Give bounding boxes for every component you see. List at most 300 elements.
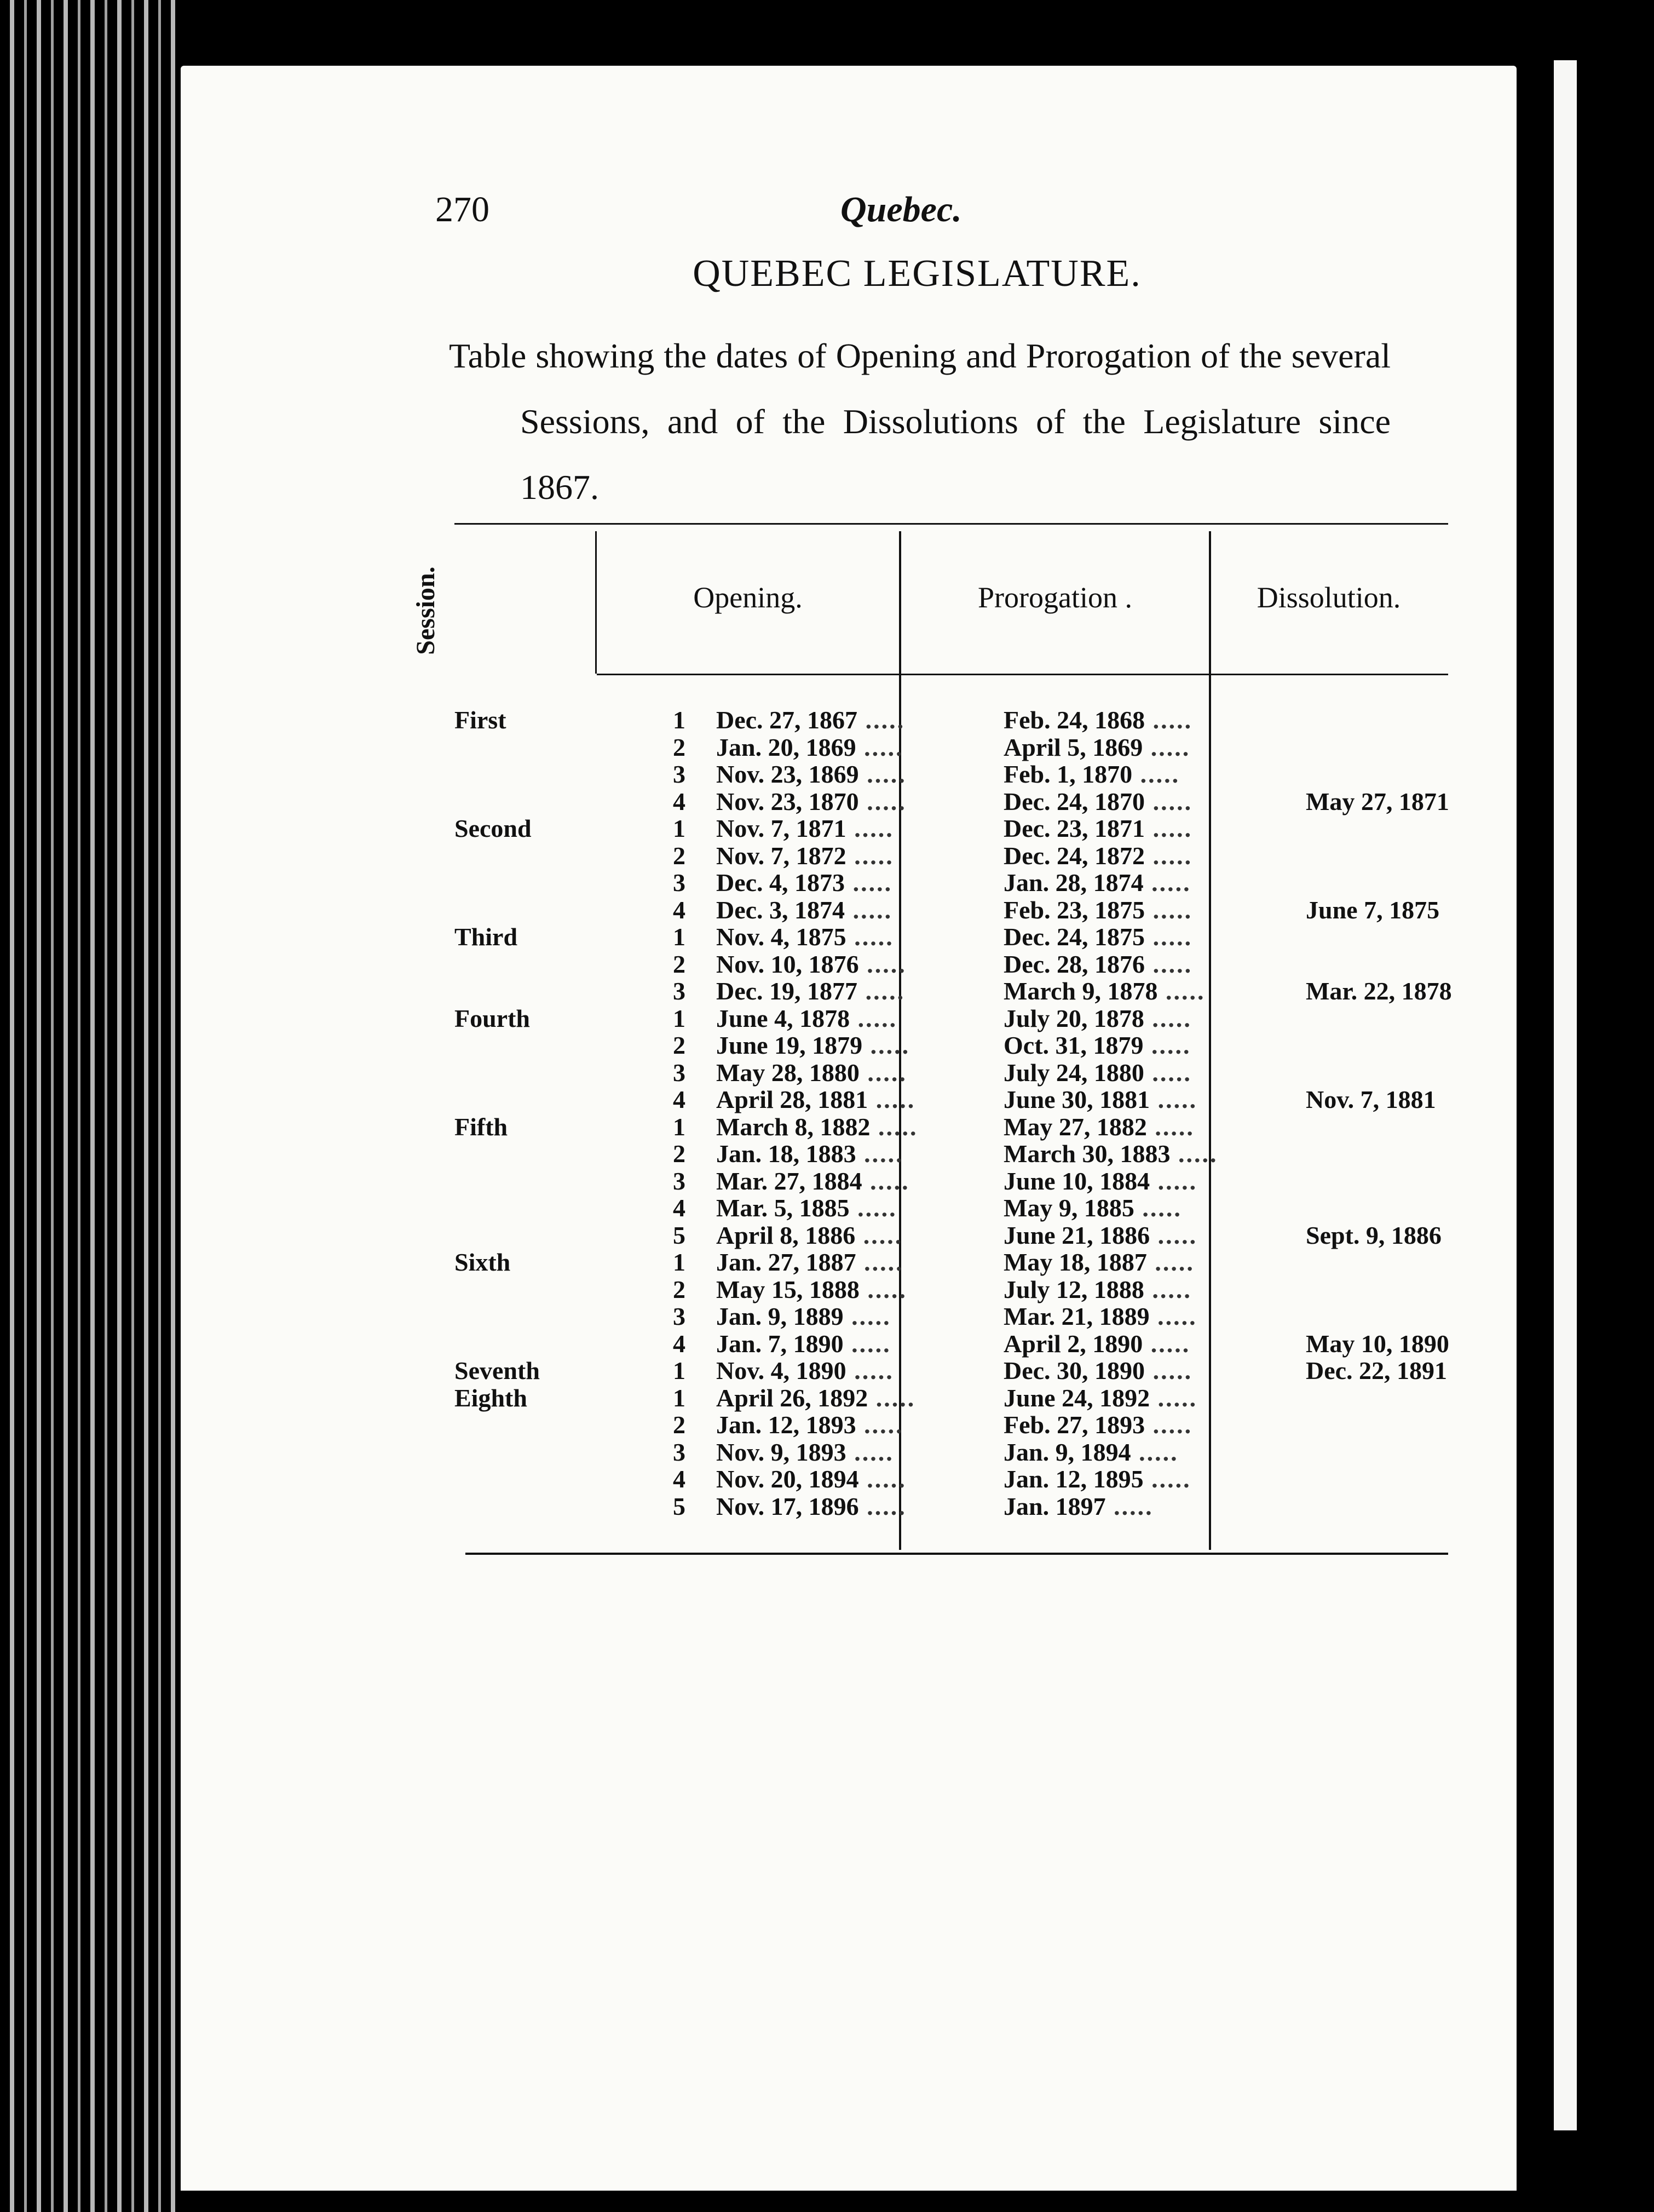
header-dissolution: Dissolution. bbox=[1257, 581, 1401, 614]
prorogation-date-cell bbox=[1004, 951, 1239, 978]
table-row bbox=[454, 1086, 1448, 1113]
table-body bbox=[454, 706, 1452, 1520]
session-number-cell bbox=[664, 923, 685, 951]
session-number-cell bbox=[664, 1303, 685, 1330]
dot-leader: ..... bbox=[855, 1221, 903, 1249]
dot-leader: ..... bbox=[846, 1438, 894, 1466]
table-row bbox=[454, 1466, 1448, 1493]
legislature-cell-text: First bbox=[454, 706, 506, 734]
table-caption bbox=[449, 323, 1391, 520]
opening-date-cell-text: Jan. 18, 1883 bbox=[716, 1140, 856, 1168]
dot-leader: ..... bbox=[862, 1031, 910, 1059]
prorogation-date-cell-text: June 10, 1884 bbox=[1004, 1167, 1150, 1195]
table-row bbox=[454, 1303, 1448, 1330]
session-number-cell-text: 4 bbox=[673, 1465, 685, 1493]
prorogation-date-cell-text: Jan. 1897 bbox=[1004, 1492, 1106, 1520]
prorogation-date-cell-text: Jan. 28, 1874 bbox=[1004, 869, 1144, 897]
opening-date-cell bbox=[716, 842, 930, 870]
session-number-cell-text: 1 bbox=[673, 1383, 685, 1412]
prorogation-date-cell-text: June 21, 1886 bbox=[1004, 1221, 1150, 1249]
dot-leader: ..... bbox=[845, 895, 893, 924]
session-number-cell-text: 4 bbox=[673, 1085, 685, 1113]
session-number-cell-text: 2 bbox=[673, 733, 685, 761]
session-number-cell-text: 4 bbox=[673, 787, 685, 815]
opening-date-cell-text: Nov. 23, 1870 bbox=[716, 787, 859, 815]
session-number-cell bbox=[664, 1249, 685, 1276]
prorogation-date-cell-text: Mar. 21, 1889 bbox=[1004, 1302, 1150, 1330]
opening-date-cell bbox=[716, 1113, 930, 1141]
dot-leader: ..... bbox=[1143, 1329, 1191, 1358]
session-number-cell-text: 1 bbox=[673, 1248, 685, 1276]
session-number-cell-text: 1 bbox=[673, 1357, 685, 1384]
dot-leader: ..... bbox=[1149, 1302, 1197, 1330]
opening-date-cell bbox=[716, 1168, 930, 1195]
opening-date-cell bbox=[716, 1249, 930, 1276]
session-number-cell bbox=[664, 1384, 685, 1412]
prorogation-date-cell-text: Feb. 23, 1875 bbox=[1004, 895, 1145, 924]
prorogation-date-cell bbox=[1004, 706, 1239, 734]
session-number-cell bbox=[664, 788, 685, 815]
dot-leader: ..... bbox=[1143, 1031, 1191, 1059]
session-number-cell-text: 3 bbox=[673, 1302, 685, 1330]
session-number-cell bbox=[664, 897, 685, 924]
dissolution-date-cell-text: Nov. 7, 1881 bbox=[1306, 1085, 1436, 1113]
prorogation-date-cell-text: July 24, 1880 bbox=[1004, 1058, 1144, 1087]
dot-leader: ..... bbox=[1131, 1438, 1179, 1466]
prorogation-date-cell-text: March 30, 1883 bbox=[1004, 1140, 1171, 1168]
table-row bbox=[454, 815, 1448, 842]
opening-date-cell-text: Nov. 4, 1875 bbox=[716, 923, 846, 951]
caption-text: Table showing the dates of Opening and Prorogation of the several Sessions, and of the Dissolutions of the Legislature since 1867. bbox=[449, 336, 1391, 507]
opening-date-cell bbox=[716, 869, 930, 897]
table-row bbox=[454, 1005, 1448, 1032]
table-row bbox=[454, 1168, 1448, 1195]
table-row bbox=[454, 734, 1448, 761]
dissolution-date-cell bbox=[1306, 1086, 1497, 1113]
legislature-cell bbox=[454, 923, 591, 951]
prorogation-date-cell-text: April 2, 1890 bbox=[1004, 1329, 1143, 1358]
session-number-cell-text: 1 bbox=[673, 1004, 685, 1032]
opening-date-cell-text: Nov. 10, 1876 bbox=[716, 950, 859, 978]
session-number-cell bbox=[664, 1168, 685, 1195]
legislature-cell-text: Second bbox=[454, 814, 532, 842]
session-number-cell bbox=[664, 1222, 685, 1249]
dot-leader: ..... bbox=[1145, 1357, 1193, 1384]
opening-date-cell-text: Mar. 5, 1885 bbox=[716, 1194, 850, 1222]
dot-leader: ..... bbox=[868, 1383, 916, 1412]
session-number-cell bbox=[664, 761, 685, 788]
opening-date-cell bbox=[716, 1384, 930, 1412]
opening-date-cell bbox=[716, 1330, 930, 1358]
opening-date-cell bbox=[716, 1222, 930, 1249]
prorogation-date-cell-text: Oct. 31, 1879 bbox=[1004, 1031, 1144, 1059]
opening-date-cell-text: Dec. 19, 1877 bbox=[716, 977, 858, 1005]
table-row bbox=[454, 897, 1448, 924]
dot-leader: ..... bbox=[862, 1167, 910, 1195]
legislature-cell bbox=[454, 1249, 591, 1276]
dot-leader: ..... bbox=[856, 1411, 904, 1439]
opening-date-cell-text: Dec. 27, 1867 bbox=[716, 706, 858, 734]
opening-date-cell bbox=[716, 1276, 930, 1303]
prorogation-date-cell bbox=[1004, 1113, 1239, 1141]
opening-date-cell-text: Nov. 23, 1869 bbox=[716, 760, 859, 788]
session-number-cell bbox=[664, 842, 685, 870]
opening-date-cell-text: Dec. 4, 1873 bbox=[716, 869, 845, 897]
dissolution-date-cell-text: Sept. 9, 1886 bbox=[1306, 1221, 1442, 1249]
dot-leader: ..... bbox=[850, 1004, 898, 1032]
session-number-cell-text: 2 bbox=[673, 950, 685, 978]
dot-leader: ..... bbox=[846, 814, 894, 842]
opening-date-cell-text: April 8, 1886 bbox=[716, 1221, 856, 1249]
opening-date-cell bbox=[716, 1303, 930, 1330]
opening-date-cell-text: March 8, 1882 bbox=[716, 1112, 871, 1141]
prorogation-date-cell bbox=[1004, 1411, 1239, 1439]
opening-date-cell bbox=[716, 1086, 930, 1113]
dot-leader: ..... bbox=[1145, 950, 1193, 978]
dissolution-date-cell-text: May 27, 1871 bbox=[1306, 787, 1449, 815]
opening-date-cell-text: April 28, 1881 bbox=[716, 1085, 868, 1113]
table-row bbox=[454, 761, 1448, 788]
session-number-cell bbox=[664, 815, 685, 842]
book-spine-edge bbox=[0, 0, 181, 2212]
session-number-cell bbox=[664, 869, 685, 897]
prorogation-date-cell-text: Feb. 24, 1868 bbox=[1004, 706, 1145, 734]
dot-leader: ..... bbox=[1146, 1112, 1195, 1141]
page-number: 270 bbox=[435, 189, 489, 229]
dot-leader: ..... bbox=[1144, 1058, 1192, 1087]
session-number-cell bbox=[664, 1140, 685, 1168]
session-number-cell bbox=[664, 1032, 685, 1059]
prorogation-date-cell-text: May 27, 1882 bbox=[1004, 1112, 1147, 1141]
prorogation-date-cell bbox=[1004, 897, 1239, 924]
table-row bbox=[454, 706, 1448, 734]
dot-leader: ..... bbox=[845, 869, 893, 897]
opening-date-cell bbox=[716, 1411, 930, 1439]
dot-leader: ..... bbox=[859, 1058, 907, 1087]
opening-date-cell-text: June 19, 1879 bbox=[716, 1031, 863, 1059]
prorogation-date-cell-text: Dec. 23, 1871 bbox=[1004, 814, 1145, 842]
session-number-cell bbox=[664, 1194, 685, 1222]
prorogation-date-cell bbox=[1004, 978, 1239, 1005]
opening-date-cell bbox=[716, 1466, 930, 1493]
table-row bbox=[454, 951, 1448, 978]
dot-leader: ..... bbox=[868, 1085, 916, 1113]
table-row bbox=[454, 788, 1448, 815]
legislature-cell-text: Seventh bbox=[454, 1357, 540, 1384]
dot-leader: ..... bbox=[1145, 895, 1193, 924]
prorogation-date-cell-text: Jan. 9, 1894 bbox=[1004, 1438, 1131, 1466]
header-opening: Opening. bbox=[693, 581, 803, 614]
dot-leader: ..... bbox=[1144, 1004, 1192, 1032]
opening-date-cell bbox=[716, 1059, 930, 1087]
dot-leader: ..... bbox=[858, 1492, 907, 1520]
opening-date-cell-text: Nov. 20, 1894 bbox=[716, 1465, 859, 1493]
session-number-cell-text: 3 bbox=[673, 1167, 685, 1195]
dissolution-date-cell-text: Dec. 22, 1891 bbox=[1306, 1357, 1448, 1384]
dot-leader: ..... bbox=[1145, 841, 1193, 870]
session-number-cell bbox=[664, 1330, 685, 1358]
table-row bbox=[454, 1384, 1448, 1412]
opening-date-cell-text: May 28, 1880 bbox=[716, 1058, 860, 1087]
session-number-cell bbox=[664, 1357, 685, 1384]
prorogation-date-cell bbox=[1004, 1276, 1239, 1303]
dot-leader: ..... bbox=[1145, 1411, 1193, 1439]
prorogation-date-cell-text: Jan. 12, 1895 bbox=[1004, 1465, 1144, 1493]
session-number-cell bbox=[664, 1086, 685, 1113]
table-row bbox=[454, 1493, 1448, 1520]
prorogation-date-cell bbox=[1004, 1005, 1239, 1032]
book-page bbox=[181, 66, 1517, 2191]
prorogation-date-cell-text: April 5, 1869 bbox=[1004, 733, 1143, 761]
legislature-cell bbox=[454, 1384, 591, 1412]
table-row bbox=[454, 1439, 1448, 1466]
session-number-cell-text: 2 bbox=[673, 1031, 685, 1059]
header-session: Session. bbox=[411, 566, 440, 655]
session-number-cell-text: 3 bbox=[673, 1438, 685, 1466]
opening-date-cell bbox=[716, 1439, 930, 1466]
dissolution-date-cell bbox=[1306, 788, 1497, 815]
prorogation-date-cell bbox=[1004, 869, 1239, 897]
table-row bbox=[454, 842, 1448, 870]
prorogation-date-cell bbox=[1004, 842, 1239, 870]
prorogation-date-cell-text: Dec. 24, 1872 bbox=[1004, 841, 1145, 870]
table-row bbox=[454, 1330, 1448, 1358]
table-row bbox=[454, 1411, 1448, 1439]
legislature-cell bbox=[454, 706, 591, 734]
prorogation-date-cell bbox=[1004, 815, 1239, 842]
table-row bbox=[454, 1222, 1448, 1249]
table-row bbox=[454, 1249, 1448, 1276]
opening-date-cell-text: Nov. 7, 1871 bbox=[716, 814, 846, 842]
dot-leader: ..... bbox=[1170, 1140, 1218, 1168]
prorogation-date-cell bbox=[1004, 1249, 1239, 1276]
dot-leader: ..... bbox=[1157, 977, 1206, 1005]
opening-date-cell-text: Mar. 27, 1884 bbox=[716, 1167, 862, 1195]
dot-leader: ..... bbox=[856, 1140, 904, 1168]
opening-date-cell bbox=[716, 923, 930, 951]
table-row bbox=[454, 1357, 1448, 1384]
prorogation-date-cell bbox=[1004, 1439, 1239, 1466]
prorogation-date-cell bbox=[1004, 761, 1239, 788]
dot-leader: ..... bbox=[1134, 1194, 1182, 1222]
legislature-cell bbox=[454, 1005, 591, 1032]
dissolution-date-cell bbox=[1306, 978, 1497, 1005]
session-number-cell bbox=[664, 1059, 685, 1087]
prorogation-date-cell-text: May 18, 1887 bbox=[1004, 1248, 1147, 1276]
dot-leader: ..... bbox=[843, 1329, 891, 1358]
prorogation-date-cell-text: Dec. 28, 1876 bbox=[1004, 950, 1145, 978]
session-number-cell-text: 3 bbox=[673, 760, 685, 788]
dot-leader: ..... bbox=[858, 1465, 907, 1493]
dot-leader: ..... bbox=[1105, 1492, 1154, 1520]
legislature-cell-text: Eighth bbox=[454, 1383, 527, 1412]
dot-leader: ..... bbox=[856, 1248, 904, 1276]
opening-date-cell bbox=[716, 1005, 930, 1032]
prorogation-date-cell bbox=[1004, 1222, 1239, 1249]
session-number-cell bbox=[664, 951, 685, 978]
opening-date-cell bbox=[716, 734, 930, 761]
session-number-cell bbox=[664, 1439, 685, 1466]
prorogation-date-cell bbox=[1004, 788, 1239, 815]
table-row bbox=[454, 1059, 1448, 1087]
opening-date-cell-text: Jan. 9, 1889 bbox=[716, 1302, 844, 1330]
prorogation-date-cell-text: July 20, 1878 bbox=[1004, 1004, 1144, 1032]
opening-date-cell-text: Jan. 12, 1893 bbox=[716, 1411, 856, 1439]
dissolution-date-cell-text: May 10, 1890 bbox=[1306, 1329, 1449, 1358]
session-number-cell-text: 2 bbox=[673, 1275, 685, 1303]
table-row bbox=[454, 923, 1448, 951]
session-number-cell bbox=[664, 1466, 685, 1493]
prorogation-date-cell bbox=[1004, 1086, 1239, 1113]
dot-leader: ..... bbox=[1145, 814, 1193, 842]
dot-leader: ..... bbox=[846, 1357, 894, 1384]
running-head bbox=[181, 189, 1517, 233]
legislature-cell-text: Sixth bbox=[454, 1248, 511, 1276]
dissolution-date-cell-text: Mar. 22, 1878 bbox=[1306, 977, 1452, 1005]
dot-leader: ..... bbox=[858, 787, 907, 815]
prorogation-date-cell bbox=[1004, 1493, 1239, 1520]
prorogation-date-cell bbox=[1004, 1330, 1239, 1358]
dot-leader: ..... bbox=[1143, 733, 1191, 761]
opening-date-cell bbox=[716, 788, 930, 815]
dot-leader: ..... bbox=[856, 733, 904, 761]
dot-leader: ..... bbox=[1150, 1221, 1198, 1249]
opening-date-cell-text: Nov. 17, 1896 bbox=[716, 1492, 859, 1520]
table-row bbox=[454, 1113, 1448, 1141]
dissolution-date-cell-text: June 7, 1875 bbox=[1306, 895, 1440, 924]
session-number-cell-text: 3 bbox=[673, 869, 685, 897]
opening-date-cell-text: June 4, 1878 bbox=[716, 1004, 850, 1032]
dot-leader: ..... bbox=[1150, 1167, 1198, 1195]
dot-leader: ..... bbox=[846, 841, 894, 870]
opening-date-cell-text: Jan. 7, 1890 bbox=[716, 1329, 844, 1358]
opening-date-cell bbox=[716, 1140, 930, 1168]
opening-date-cell-text: Nov. 4, 1890 bbox=[716, 1357, 846, 1384]
session-number-cell-text: 1 bbox=[673, 814, 685, 842]
dot-leader: ..... bbox=[1145, 923, 1193, 951]
dot-leader: ..... bbox=[1150, 1383, 1198, 1412]
prorogation-date-cell-text: June 24, 1892 bbox=[1004, 1383, 1150, 1412]
opening-date-cell bbox=[716, 978, 930, 1005]
session-number-cell-text: 1 bbox=[673, 706, 685, 734]
prorogation-date-cell-text: July 12, 1888 bbox=[1004, 1275, 1144, 1303]
opening-date-cell-text: Dec. 3, 1874 bbox=[716, 895, 845, 924]
page-edge-strip bbox=[1554, 60, 1577, 2130]
opening-date-cell bbox=[716, 1194, 930, 1222]
session-number-cell-text: 2 bbox=[673, 841, 685, 870]
dissolution-date-cell bbox=[1306, 897, 1497, 924]
dot-leader: ..... bbox=[859, 1275, 907, 1303]
legislature-cell-text: Fifth bbox=[454, 1112, 508, 1141]
session-number-cell-text: 3 bbox=[673, 977, 685, 1005]
session-number-cell-text: 2 bbox=[673, 1411, 685, 1439]
prorogation-date-cell-text: May 9, 1885 bbox=[1004, 1194, 1134, 1222]
prorogation-date-cell-text: March 9, 1878 bbox=[1004, 977, 1158, 1005]
dot-leader: ..... bbox=[857, 706, 906, 734]
dot-leader: ..... bbox=[1146, 1248, 1195, 1276]
opening-date-cell bbox=[716, 815, 930, 842]
session-number-cell-text: 1 bbox=[673, 923, 685, 951]
opening-date-cell-text: April 26, 1892 bbox=[716, 1383, 868, 1412]
dissolution-date-cell bbox=[1306, 1330, 1497, 1358]
session-number-cell bbox=[664, 1411, 685, 1439]
prorogation-date-cell bbox=[1004, 1194, 1239, 1222]
table-row bbox=[454, 1140, 1448, 1168]
opening-date-cell bbox=[716, 951, 930, 978]
session-number-cell-text: 1 bbox=[673, 1112, 685, 1141]
opening-date-cell-text: May 15, 1888 bbox=[716, 1275, 860, 1303]
opening-date-cell bbox=[716, 897, 930, 924]
dot-leader: ..... bbox=[843, 1302, 891, 1330]
opening-date-cell-text: Nov. 7, 1872 bbox=[716, 841, 846, 870]
legislature-cell bbox=[454, 815, 591, 842]
prorogation-date-cell-text: Feb. 27, 1893 bbox=[1004, 1411, 1145, 1439]
dot-leader: ..... bbox=[1143, 1465, 1191, 1493]
legislature-cell bbox=[454, 1357, 591, 1384]
opening-date-cell-text: Jan. 27, 1887 bbox=[716, 1248, 856, 1276]
prorogation-date-cell-text: Dec. 30, 1890 bbox=[1004, 1357, 1145, 1384]
prorogation-date-cell bbox=[1004, 923, 1239, 951]
session-number-cell-text: 4 bbox=[673, 1194, 685, 1222]
prorogation-date-cell-text: Feb. 1, 1870 bbox=[1004, 760, 1133, 788]
opening-date-cell bbox=[716, 1032, 930, 1059]
dot-leader: ..... bbox=[1145, 706, 1193, 734]
opening-date-cell bbox=[716, 706, 930, 734]
dot-leader: ..... bbox=[857, 977, 906, 1005]
opening-date-cell bbox=[716, 1357, 930, 1384]
prorogation-date-cell bbox=[1004, 1168, 1239, 1195]
session-number-cell-text: 4 bbox=[673, 1329, 685, 1358]
session-number-cell-text: 5 bbox=[673, 1221, 685, 1249]
table-row bbox=[454, 1194, 1448, 1222]
opening-date-cell bbox=[716, 1493, 930, 1520]
prorogation-date-cell-text: Dec. 24, 1870 bbox=[1004, 787, 1145, 815]
legislature-cell-text: Fourth bbox=[454, 1004, 530, 1032]
session-number-cell bbox=[664, 706, 685, 734]
dot-leader: ..... bbox=[1143, 869, 1191, 897]
prorogation-date-cell-text: June 30, 1881 bbox=[1004, 1085, 1150, 1113]
session-number-cell bbox=[664, 1493, 685, 1520]
header-bottom-rule bbox=[597, 674, 1448, 675]
prorogation-date-cell bbox=[1004, 1384, 1239, 1412]
opening-date-cell-text: Jan. 20, 1869 bbox=[716, 733, 856, 761]
legislature-cell-text: Third bbox=[454, 923, 518, 951]
header-prorogation: Prorogation . bbox=[978, 581, 1132, 614]
session-number-cell bbox=[664, 1113, 685, 1141]
dissolution-date-cell bbox=[1306, 1357, 1497, 1384]
session-number-cell-text: 2 bbox=[673, 1140, 685, 1168]
opening-date-cell-text: Nov. 9, 1893 bbox=[716, 1438, 846, 1466]
prorogation-date-cell bbox=[1004, 1466, 1239, 1493]
prorogation-date-cell bbox=[1004, 734, 1239, 761]
table-row bbox=[454, 1276, 1448, 1303]
prorogation-date-cell-text: Dec. 24, 1875 bbox=[1004, 923, 1145, 951]
session-number-cell bbox=[664, 978, 685, 1005]
dot-leader: ..... bbox=[849, 1194, 897, 1222]
dot-leader: ..... bbox=[858, 760, 907, 788]
table-row bbox=[454, 869, 1448, 897]
dot-leader: ..... bbox=[870, 1112, 918, 1141]
prorogation-date-cell bbox=[1004, 1303, 1239, 1330]
session-number-cell-text: 3 bbox=[673, 1058, 685, 1087]
dot-leader: ..... bbox=[858, 950, 907, 978]
table-bottom-rule bbox=[465, 1553, 1448, 1555]
table-row bbox=[454, 1032, 1448, 1059]
session-number-cell bbox=[664, 734, 685, 761]
session-number-cell bbox=[664, 1005, 685, 1032]
table-row bbox=[454, 977, 1452, 1005]
running-title: Quebec. bbox=[840, 189, 962, 229]
